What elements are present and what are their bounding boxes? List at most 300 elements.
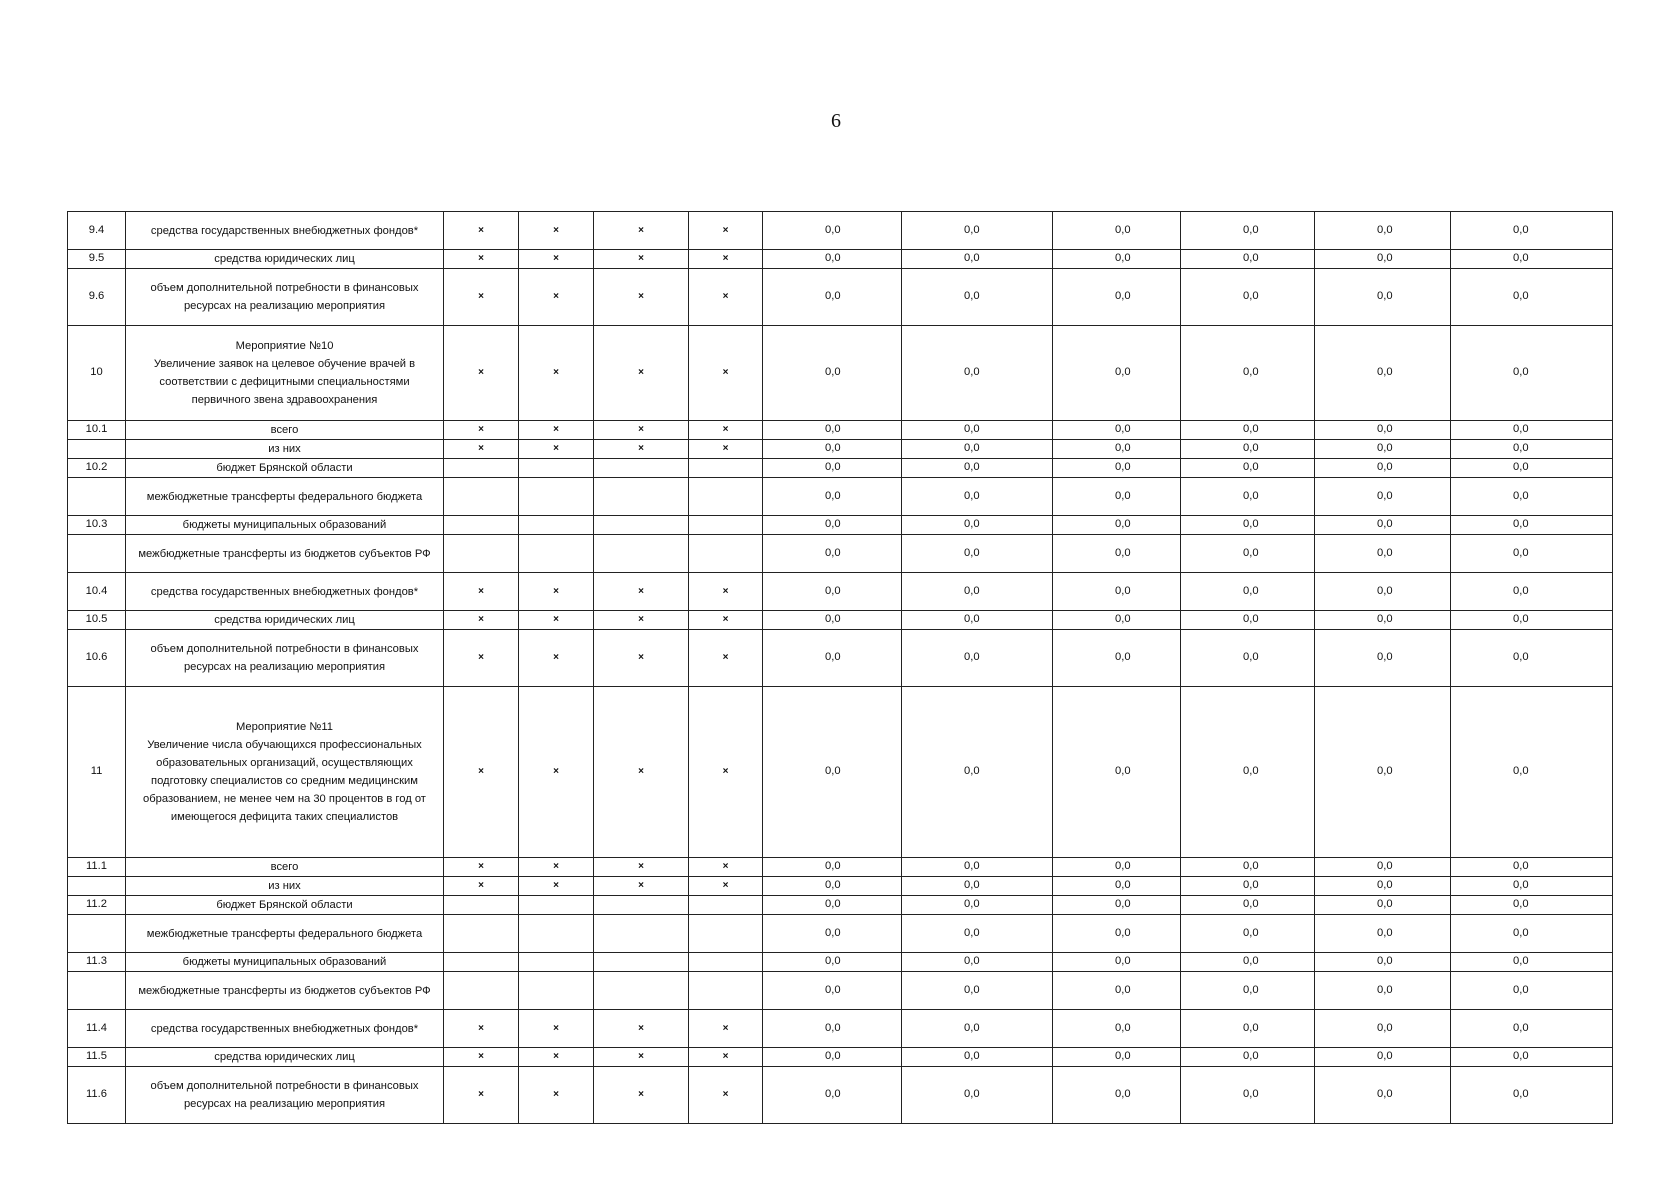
value-cell: 0,0 (1181, 1010, 1315, 1048)
mark-cell: × (519, 877, 594, 896)
value-cell: 0,0 (1451, 1010, 1613, 1048)
mark-cell: × (444, 573, 519, 611)
row-description: объем дополнительной потребности в финансовых ресурсах на реализацию мероприятия (126, 630, 444, 687)
value-cell: 0,0 (1053, 478, 1181, 516)
value-cell: 0,0 (763, 896, 902, 915)
mark-cell (444, 915, 519, 953)
mark-cell (689, 972, 763, 1010)
value-cell: 0,0 (902, 269, 1053, 326)
value-cell: 0,0 (1053, 269, 1181, 326)
value-cell: 0,0 (902, 212, 1053, 250)
row-number: 10.5 (68, 611, 126, 630)
value-cell: 0,0 (1181, 535, 1315, 573)
mark-cell: × (519, 269, 594, 326)
mark-cell: × (519, 858, 594, 877)
value-cell: 0,0 (763, 915, 902, 953)
mark-cell: × (594, 421, 689, 440)
mark-cell: × (444, 326, 519, 421)
mark-cell (519, 972, 594, 1010)
value-cell: 0,0 (763, 1010, 902, 1048)
row-number: 11.5 (68, 1048, 126, 1067)
value-cell: 0,0 (1451, 459, 1613, 478)
value-cell: 0,0 (1053, 630, 1181, 687)
value-cell: 0,0 (1181, 687, 1315, 858)
value-cell: 0,0 (1181, 1048, 1315, 1067)
mark-cell (519, 896, 594, 915)
value-cell: 0,0 (1181, 250, 1315, 269)
mark-cell (519, 953, 594, 972)
value-cell: 0,0 (902, 687, 1053, 858)
value-cell: 0,0 (1451, 877, 1613, 896)
table-row (68, 877, 1613, 896)
table-row (68, 459, 1613, 478)
row-description: всего (126, 858, 444, 877)
value-cell: 0,0 (1451, 858, 1613, 877)
value-cell: 0,0 (1181, 877, 1315, 896)
mark-cell: × (519, 1010, 594, 1048)
mark-cell: × (444, 1067, 519, 1124)
row-number: 10.6 (68, 630, 126, 687)
value-cell: 0,0 (763, 516, 902, 535)
value-cell: 0,0 (1315, 896, 1451, 915)
mark-cell: × (594, 573, 689, 611)
value-cell: 0,0 (763, 972, 902, 1010)
mark-cell: × (519, 212, 594, 250)
mark-cell (594, 459, 689, 478)
row-number: 9.4 (68, 212, 126, 250)
mark-cell: × (594, 212, 689, 250)
value-cell: 0,0 (763, 858, 902, 877)
value-cell: 0,0 (1315, 478, 1451, 516)
mark-cell: × (689, 630, 763, 687)
row-number: 11.6 (68, 1067, 126, 1124)
value-cell: 0,0 (902, 250, 1053, 269)
table-row (68, 972, 1613, 1010)
mark-cell: × (519, 440, 594, 459)
value-cell: 0,0 (763, 877, 902, 896)
mark-cell: × (444, 440, 519, 459)
row-number: 9.6 (68, 269, 126, 326)
row-description: межбюджетные трансферты из бюджетов субъектов РФ (126, 972, 444, 1010)
value-cell: 0,0 (1181, 858, 1315, 877)
value-cell: 0,0 (1053, 516, 1181, 535)
mark-cell (444, 459, 519, 478)
value-cell: 0,0 (1053, 687, 1181, 858)
value-cell: 0,0 (1181, 1067, 1315, 1124)
value-cell: 0,0 (763, 687, 902, 858)
mark-cell: × (689, 877, 763, 896)
mark-cell: × (444, 630, 519, 687)
value-cell: 0,0 (1315, 630, 1451, 687)
mark-cell (519, 535, 594, 573)
mark-cell (444, 516, 519, 535)
value-cell: 0,0 (1181, 478, 1315, 516)
value-cell: 0,0 (1053, 421, 1181, 440)
mark-cell: × (689, 611, 763, 630)
row-description: средства государственных внебюджетных фондов* (126, 1010, 444, 1048)
row-number: 11 (68, 687, 126, 858)
mark-cell: × (444, 1010, 519, 1048)
value-cell: 0,0 (1451, 535, 1613, 573)
value-cell: 0,0 (1053, 535, 1181, 573)
table-row (68, 858, 1613, 877)
mark-cell: × (594, 611, 689, 630)
value-cell: 0,0 (1451, 573, 1613, 611)
value-cell: 0,0 (1053, 877, 1181, 896)
mark-cell (689, 953, 763, 972)
mark-cell (444, 535, 519, 573)
mark-cell (444, 478, 519, 516)
value-cell: 0,0 (1315, 250, 1451, 269)
row-number: 10.2 (68, 459, 126, 478)
mark-cell (689, 516, 763, 535)
value-cell: 0,0 (1181, 326, 1315, 421)
value-cell: 0,0 (1181, 516, 1315, 535)
row-description: объем дополнительной потребности в финансовых ресурсах на реализацию мероприятия (126, 1067, 444, 1124)
value-cell: 0,0 (1315, 269, 1451, 326)
row-description: всего (126, 421, 444, 440)
mark-cell: × (689, 858, 763, 877)
value-cell: 0,0 (763, 1067, 902, 1124)
mark-cell: × (519, 1067, 594, 1124)
value-cell: 0,0 (902, 1067, 1053, 1124)
mark-cell: × (594, 630, 689, 687)
row-description: средства государственных внебюджетных фондов* (126, 573, 444, 611)
row-number: 10.1 (68, 421, 126, 440)
value-cell: 0,0 (1315, 953, 1451, 972)
row-description: средства юридических лиц (126, 1048, 444, 1067)
value-cell: 0,0 (1053, 212, 1181, 250)
row-number: 11.1 (68, 858, 126, 877)
row-description: средства юридических лиц (126, 250, 444, 269)
mark-cell (689, 459, 763, 478)
table-row (68, 478, 1613, 516)
row-description: бюджеты муниципальных образований (126, 953, 444, 972)
row-description: межбюджетные трансферты федерального бюджета (126, 915, 444, 953)
row-number: 10.4 (68, 573, 126, 611)
value-cell: 0,0 (1053, 1010, 1181, 1048)
row-number: 10.3 (68, 516, 126, 535)
value-cell: 0,0 (763, 459, 902, 478)
row-description: Мероприятие №10 Увеличение заявок на целевое обучение врачей в соответствии с дефицитными специальностями первичного звена здравоохранения (126, 326, 444, 421)
value-cell: 0,0 (763, 421, 902, 440)
mark-cell (594, 972, 689, 1010)
value-cell: 0,0 (1181, 421, 1315, 440)
mark-cell (444, 953, 519, 972)
value-cell: 0,0 (1315, 212, 1451, 250)
table-row (68, 611, 1613, 630)
value-cell: 0,0 (1451, 250, 1613, 269)
table-row (68, 1048, 1613, 1067)
value-cell: 0,0 (1315, 535, 1451, 573)
mark-cell: × (444, 269, 519, 326)
value-cell: 0,0 (1053, 440, 1181, 459)
row-number (68, 535, 126, 573)
value-cell: 0,0 (1053, 915, 1181, 953)
mark-cell: × (444, 877, 519, 896)
row-description: Мероприятие №11 Увеличение числа обучающихся профессиональных образовательных организаций, осуществляющих подготовку специалистов со средним медицинским образованием, не менее чем на 30 процентов в год от имеющегося дефицита таких специалистов (126, 687, 444, 858)
table-row (68, 326, 1613, 421)
value-cell: 0,0 (1315, 972, 1451, 1010)
table-row (68, 573, 1613, 611)
mark-cell: × (519, 687, 594, 858)
table-row (68, 535, 1613, 573)
value-cell: 0,0 (902, 972, 1053, 1010)
row-description: средства юридических лиц (126, 611, 444, 630)
row-number (68, 972, 126, 1010)
value-cell: 0,0 (1181, 269, 1315, 326)
value-cell: 0,0 (763, 478, 902, 516)
table-row (68, 250, 1613, 269)
value-cell: 0,0 (1053, 573, 1181, 611)
mark-cell: × (689, 1010, 763, 1048)
value-cell: 0,0 (1181, 573, 1315, 611)
table-row (68, 440, 1613, 459)
table-row (68, 953, 1613, 972)
mark-cell: × (444, 212, 519, 250)
value-cell: 0,0 (1053, 459, 1181, 478)
mark-cell: × (594, 687, 689, 858)
mark-cell: × (594, 440, 689, 459)
value-cell: 0,0 (902, 915, 1053, 953)
financing-table (67, 211, 1613, 1124)
value-cell: 0,0 (1451, 440, 1613, 459)
mark-cell: × (594, 269, 689, 326)
value-cell: 0,0 (902, 535, 1053, 573)
row-number: 11.2 (68, 896, 126, 915)
value-cell: 0,0 (1315, 1048, 1451, 1067)
value-cell: 0,0 (902, 877, 1053, 896)
value-cell: 0,0 (763, 953, 902, 972)
value-cell: 0,0 (1053, 326, 1181, 421)
value-cell: 0,0 (902, 326, 1053, 421)
value-cell: 0,0 (902, 516, 1053, 535)
mark-cell (519, 915, 594, 953)
mark-cell (444, 972, 519, 1010)
mark-cell: × (689, 421, 763, 440)
mark-cell: × (689, 687, 763, 858)
value-cell: 0,0 (1451, 478, 1613, 516)
value-cell: 0,0 (1451, 687, 1613, 858)
value-cell: 0,0 (902, 630, 1053, 687)
value-cell: 0,0 (1451, 269, 1613, 326)
mark-cell (689, 535, 763, 573)
mark-cell: × (519, 1048, 594, 1067)
mark-cell (594, 915, 689, 953)
value-cell: 0,0 (902, 1010, 1053, 1048)
value-cell: 0,0 (763, 573, 902, 611)
value-cell: 0,0 (763, 212, 902, 250)
table-row (68, 915, 1613, 953)
value-cell: 0,0 (1181, 953, 1315, 972)
mark-cell: × (689, 1067, 763, 1124)
value-cell: 0,0 (1451, 326, 1613, 421)
mark-cell (689, 896, 763, 915)
mark-cell: × (444, 858, 519, 877)
value-cell: 0,0 (1181, 630, 1315, 687)
table-row (68, 1010, 1613, 1048)
table-row (68, 516, 1613, 535)
value-cell: 0,0 (902, 573, 1053, 611)
mark-cell: × (594, 858, 689, 877)
mark-cell: × (519, 250, 594, 269)
page-number: 6 (831, 110, 841, 132)
value-cell: 0,0 (763, 611, 902, 630)
value-cell: 0,0 (1315, 1067, 1451, 1124)
table-row (68, 630, 1613, 687)
mark-cell: × (594, 1048, 689, 1067)
value-cell: 0,0 (1451, 1048, 1613, 1067)
table-row (68, 269, 1613, 326)
row-description: бюджет Брянской области (126, 459, 444, 478)
row-number (68, 877, 126, 896)
value-cell: 0,0 (902, 421, 1053, 440)
mark-cell (594, 478, 689, 516)
row-description: межбюджетные трансферты федерального бюджета (126, 478, 444, 516)
value-cell: 0,0 (1315, 1010, 1451, 1048)
row-number: 11.3 (68, 953, 126, 972)
value-cell: 0,0 (1451, 953, 1613, 972)
mark-cell (519, 478, 594, 516)
value-cell: 0,0 (1451, 915, 1613, 953)
row-description: бюджеты муниципальных образований (126, 516, 444, 535)
mark-cell (689, 915, 763, 953)
row-description: бюджет Брянской области (126, 896, 444, 915)
value-cell: 0,0 (902, 1048, 1053, 1067)
value-cell: 0,0 (1181, 459, 1315, 478)
mark-cell: × (594, 326, 689, 421)
table-body (68, 212, 1613, 1124)
value-cell: 0,0 (1451, 630, 1613, 687)
mark-cell: × (444, 421, 519, 440)
value-cell: 0,0 (1053, 611, 1181, 630)
mark-cell: × (689, 212, 763, 250)
mark-cell: × (689, 269, 763, 326)
mark-cell: × (519, 573, 594, 611)
mark-cell: × (689, 1048, 763, 1067)
value-cell: 0,0 (763, 535, 902, 573)
mark-cell: × (594, 1067, 689, 1124)
value-cell: 0,0 (1053, 1048, 1181, 1067)
value-cell: 0,0 (1451, 1067, 1613, 1124)
value-cell: 0,0 (1053, 858, 1181, 877)
value-cell: 0,0 (1053, 953, 1181, 972)
row-number: 11.4 (68, 1010, 126, 1048)
value-cell: 0,0 (763, 1048, 902, 1067)
row-description: объем дополнительной потребности в финансовых ресурсах на реализацию мероприятия (126, 269, 444, 326)
row-number (68, 478, 126, 516)
row-number: 10 (68, 326, 126, 421)
value-cell: 0,0 (1451, 611, 1613, 630)
value-cell: 0,0 (763, 326, 902, 421)
mark-cell: × (444, 250, 519, 269)
value-cell: 0,0 (1053, 972, 1181, 1010)
value-cell: 0,0 (1451, 972, 1613, 1010)
table-row (68, 687, 1613, 858)
value-cell: 0,0 (1315, 858, 1451, 877)
row-description: из них (126, 440, 444, 459)
mark-cell (594, 535, 689, 573)
value-cell: 0,0 (902, 611, 1053, 630)
value-cell: 0,0 (1181, 972, 1315, 1010)
table-row (68, 1067, 1613, 1124)
row-number: 9.5 (68, 250, 126, 269)
value-cell: 0,0 (1181, 212, 1315, 250)
value-cell: 0,0 (902, 953, 1053, 972)
value-cell: 0,0 (1053, 1067, 1181, 1124)
value-cell: 0,0 (902, 440, 1053, 459)
value-cell: 0,0 (763, 269, 902, 326)
mark-cell: × (444, 611, 519, 630)
value-cell: 0,0 (763, 440, 902, 459)
value-cell: 0,0 (1053, 250, 1181, 269)
value-cell: 0,0 (1315, 459, 1451, 478)
mark-cell (519, 459, 594, 478)
mark-cell: × (519, 611, 594, 630)
value-cell: 0,0 (1181, 611, 1315, 630)
value-cell: 0,0 (1451, 896, 1613, 915)
value-cell: 0,0 (1315, 573, 1451, 611)
value-cell: 0,0 (1315, 440, 1451, 459)
value-cell: 0,0 (1315, 877, 1451, 896)
mark-cell (444, 896, 519, 915)
mark-cell: × (519, 630, 594, 687)
value-cell: 0,0 (763, 630, 902, 687)
value-cell: 0,0 (1451, 212, 1613, 250)
row-description: средства государственных внебюджетных фондов* (126, 212, 444, 250)
mark-cell (594, 516, 689, 535)
table-row (68, 896, 1613, 915)
mark-cell (594, 896, 689, 915)
mark-cell: × (594, 877, 689, 896)
mark-cell: × (689, 440, 763, 459)
mark-cell: × (689, 326, 763, 421)
value-cell: 0,0 (1315, 516, 1451, 535)
value-cell: 0,0 (1181, 896, 1315, 915)
value-cell: 0,0 (1315, 611, 1451, 630)
value-cell: 0,0 (902, 459, 1053, 478)
mark-cell (689, 478, 763, 516)
value-cell: 0,0 (1451, 421, 1613, 440)
mark-cell: × (594, 250, 689, 269)
row-description: из них (126, 877, 444, 896)
mark-cell: × (594, 1010, 689, 1048)
value-cell: 0,0 (1451, 516, 1613, 535)
value-cell: 0,0 (902, 858, 1053, 877)
row-number (68, 915, 126, 953)
value-cell: 0,0 (1053, 896, 1181, 915)
value-cell: 0,0 (1181, 915, 1315, 953)
mark-cell: × (519, 421, 594, 440)
mark-cell (594, 953, 689, 972)
mark-cell: × (519, 326, 594, 421)
value-cell: 0,0 (1315, 915, 1451, 953)
row-description: межбюджетные трансферты из бюджетов субъектов РФ (126, 535, 444, 573)
mark-cell (519, 516, 594, 535)
value-cell: 0,0 (1315, 687, 1451, 858)
mark-cell: × (444, 687, 519, 858)
value-cell: 0,0 (902, 478, 1053, 516)
mark-cell: × (444, 1048, 519, 1067)
value-cell: 0,0 (1315, 421, 1451, 440)
value-cell: 0,0 (1315, 326, 1451, 421)
row-number (68, 440, 126, 459)
value-cell: 0,0 (902, 896, 1053, 915)
value-cell: 0,0 (763, 250, 902, 269)
value-cell: 0,0 (1181, 440, 1315, 459)
mark-cell: × (689, 250, 763, 269)
table-row (68, 212, 1613, 250)
